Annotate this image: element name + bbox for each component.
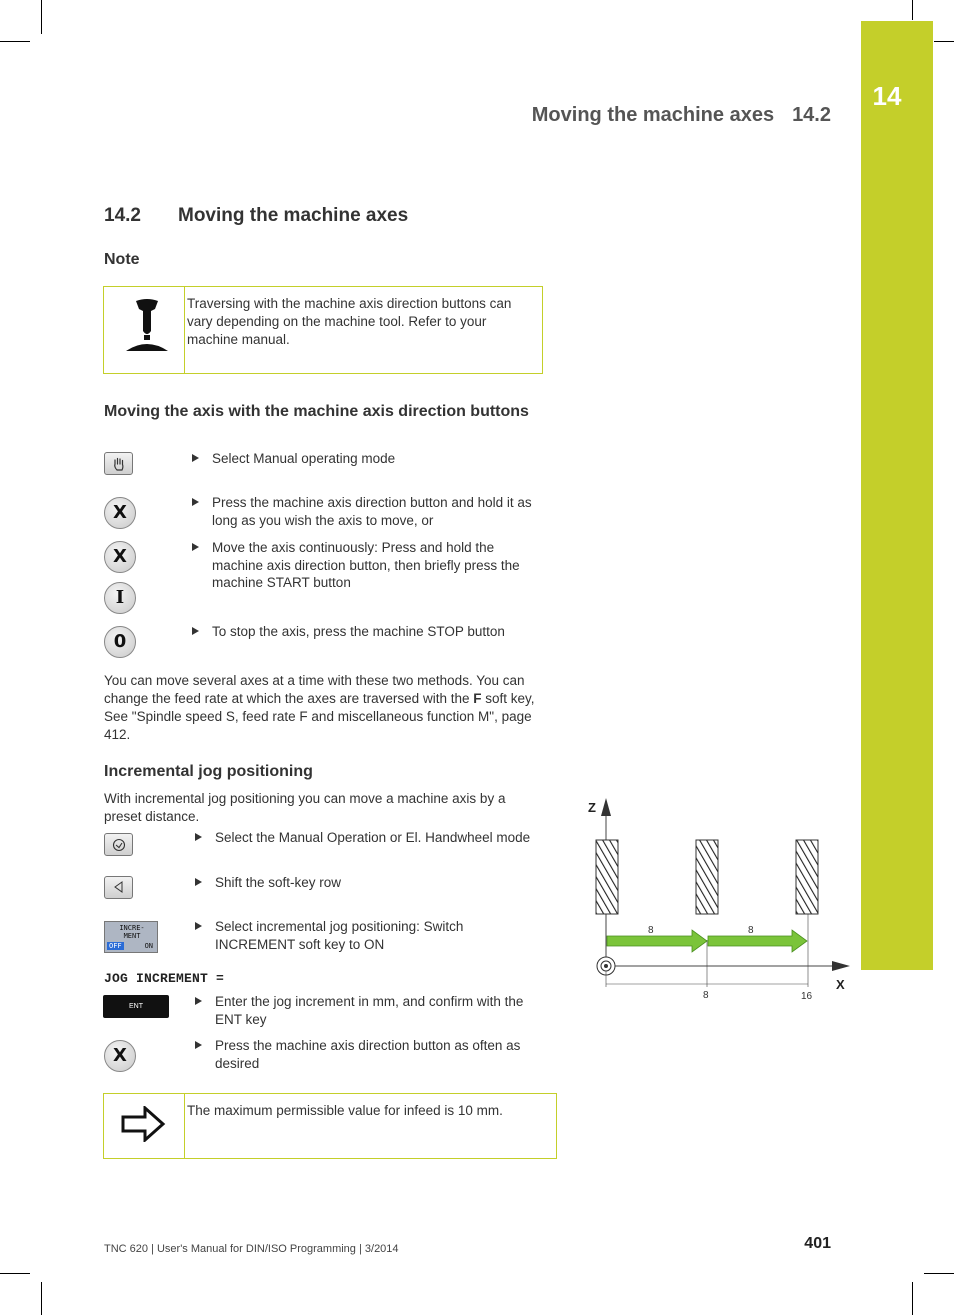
crop-mark: [0, 41, 30, 42]
softkey-off: OFF: [109, 942, 122, 950]
note-heading: Note: [104, 251, 140, 268]
z-axis-label: Z: [588, 800, 596, 815]
bullet-icon: [195, 1041, 202, 1049]
softkey-line2: MENT: [123, 932, 141, 940]
ent-key[interactable]: ENT: [103, 995, 169, 1018]
tip-box: [103, 1093, 557, 1159]
machine-tool-icon: [122, 297, 172, 357]
crop-mark: [912, 1282, 913, 1315]
dimension-label: 8: [703, 990, 709, 1001]
crop-mark: [934, 41, 954, 42]
softkey-label: [105, 924, 159, 940]
milling-cutter: [596, 840, 618, 914]
paragraph-text: soft key, See "Spindle speed S, feed rate F and miscellaneous function M", page 412.: [104, 691, 535, 742]
manual-operation-key[interactable]: [104, 833, 133, 856]
note-icon-cell: [104, 287, 185, 373]
paragraph-text: You can move several axes at a time with these two methods. You can change the feed rate at which the axes are traversed with the: [104, 673, 525, 706]
dimension-label: 16: [801, 991, 813, 1002]
increment-softkey[interactable]: [104, 921, 158, 953]
increment-label: 8: [648, 925, 654, 936]
bullet-icon: [192, 543, 199, 551]
z-axis-arrowhead: [601, 798, 611, 816]
x-axis-arrowhead: [832, 961, 850, 971]
nc-stop-key[interactable]: 0: [104, 626, 136, 658]
footer-text: TNC 620 | User's Manual for DIN/ISO Programming | 3/2014: [104, 1243, 399, 1255]
page-number: 401: [804, 1235, 831, 1252]
manual-mode-key[interactable]: [104, 452, 133, 475]
crop-mark: [41, 0, 42, 34]
triangle-left-icon: [113, 881, 125, 893]
tip-text: The maximum permissible value for infeed is 10 mm.: [187, 1103, 503, 1118]
tip-icon-cell: [104, 1094, 185, 1158]
step-text: Select the Manual Operation or El. Handwheel mode: [215, 830, 531, 845]
running-head-number: 14.2: [792, 104, 831, 126]
bullet-icon: [192, 627, 199, 635]
softkey-on: ON: [144, 942, 153, 950]
x-axis-key[interactable]: X: [104, 1040, 136, 1072]
bullet-icon: [195, 922, 202, 930]
bullet-icon: [192, 498, 199, 506]
nc-start-key[interactable]: I: [104, 582, 136, 614]
crop-mark: [912, 0, 913, 20]
running-head: [532, 104, 831, 127]
step-text: Enter the jog increment in mm, and confirm with the ENT key: [215, 994, 524, 1027]
step-text: Move the axis continuously: Press and hold the machine axis direction button, then briefly press the machine START button: [212, 540, 520, 590]
crop-mark: [924, 1273, 954, 1274]
bullet-icon: [195, 833, 202, 841]
running-head-title: Moving the machine axes: [531, 104, 775, 126]
shift-softkey-row-key[interactable]: [104, 876, 133, 899]
bullet-icon: [192, 454, 199, 462]
increment-label: 8: [748, 925, 754, 936]
bullet-icon: [195, 878, 202, 886]
milling-cutter: [796, 840, 818, 914]
incremental-jog-diagram: [580, 790, 860, 1020]
step-text: Press the machine axis direction button and hold it as long as you wish the axis to move, or: [212, 495, 532, 528]
incremental-intro: With incremental jog positioning you can move a machine axis by a preset distance.: [104, 791, 506, 824]
step-text: Press the machine axis direction button as often as desired: [215, 1038, 521, 1071]
jog-increment-prompt: JOG INCREMENT =: [104, 971, 225, 986]
arrow-right-icon: [121, 1106, 167, 1142]
x-axis-label: X: [836, 977, 845, 992]
note-text: Traversing with the machine axis direction buttons can vary depending on the machine tool. Refer to your machine manual.: [187, 296, 512, 347]
step-text: Select incremental jog positioning: Switch INCREMENT soft key to ON: [215, 919, 464, 952]
milling-cutter: [696, 840, 718, 914]
section-title-text: Moving the machine axes: [178, 205, 409, 226]
note-box: [103, 286, 543, 374]
manual-operation-icon: [112, 838, 126, 852]
axis-paragraph: [104, 672, 539, 744]
bullet-icon: [195, 997, 202, 1005]
step-text: To stop the axis, press the machine STOP button: [212, 624, 505, 639]
step-text: Select Manual operating mode: [212, 451, 396, 466]
increment-arrow: [708, 930, 807, 952]
f-softkey-ref: F: [473, 691, 482, 706]
crop-mark: [0, 1273, 30, 1274]
section-number: 14.2: [104, 205, 141, 226]
x-axis-key[interactable]: X: [104, 497, 136, 529]
increment-arrow: [607, 930, 707, 952]
section-title: [104, 205, 408, 227]
softkey-line1: INCRE-: [119, 924, 145, 932]
x-axis-key[interactable]: X: [104, 541, 136, 573]
step-text: Shift the soft-key row: [215, 875, 342, 890]
hand-icon: [112, 456, 126, 472]
axis-buttons-heading: Moving the axis with the machine axis direction buttons: [104, 403, 529, 420]
chapter-tab: [861, 21, 933, 970]
crop-mark: [41, 1282, 42, 1315]
chapter-number: 14: [872, 81, 902, 111]
incremental-heading: Incremental jog positioning: [104, 763, 313, 780]
